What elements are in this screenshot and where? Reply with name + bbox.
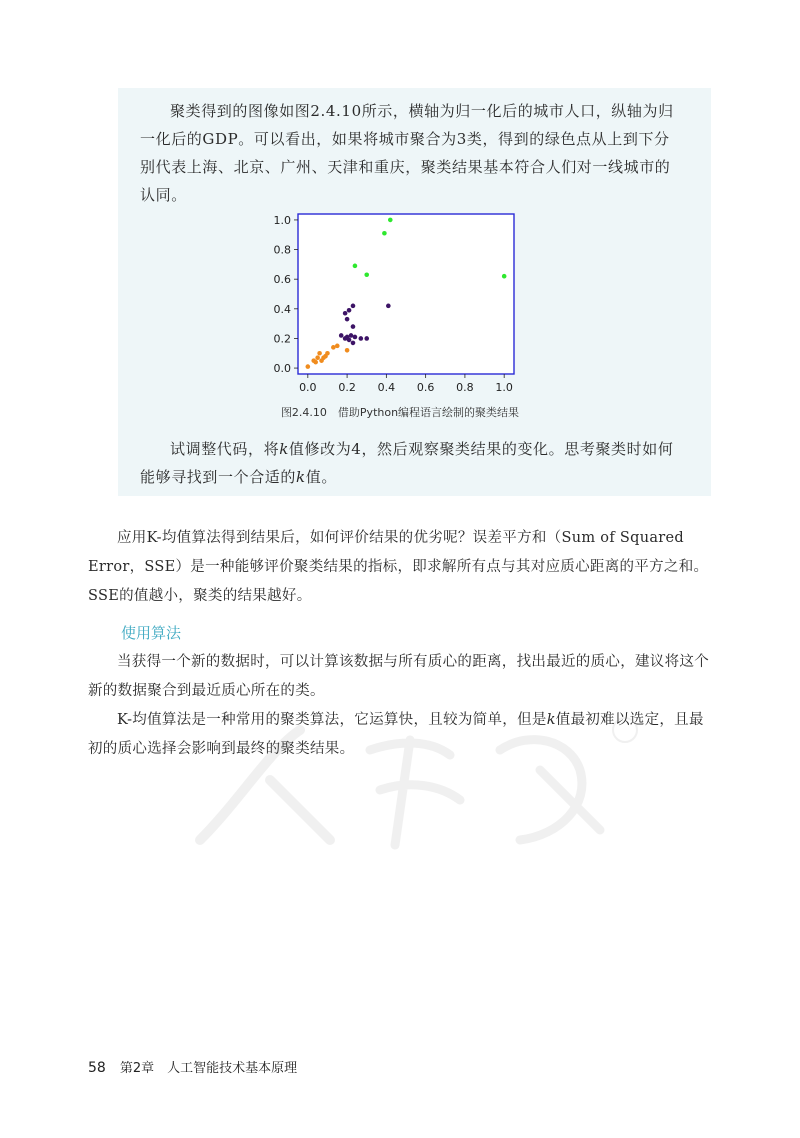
data-point-cluster-orange [306,364,311,369]
x-tick-label: 0.8 [456,381,474,394]
y-tick-label: 0.0 [273,362,291,376]
data-point-cluster-orange [335,344,340,349]
y-tick-label: 0.8 [273,243,291,257]
sse-paragraph: 应用K-均值算法得到结果后，如何评价结果的优劣呢？误差平方和（Sum of Squared Error，SSE）是一种能够评价聚类结果的指标，即求解所有点与其对应质心距离的平方之和。SSE的值越小，聚类的结果越好。 [88,530,709,604]
data-point-cluster-purple [349,333,354,338]
section-heading-use-algorithm: 使用算法 [121,624,182,642]
data-point-cluster-purple [351,304,356,309]
y-tick-label: 0.6 [273,273,291,287]
data-point-cluster-green [388,218,393,223]
summary-text-2: 值最初难以选定，且最初的质心选择会影响到最终的聚类结果。 [88,712,704,757]
y-tick-label: 0.4 [273,302,291,316]
data-point-cluster-purple [343,311,348,316]
data-point-cluster-green [382,231,387,236]
x-tick-label: 0.2 [338,381,356,394]
data-point-cluster-orange [315,355,320,360]
chapter-title: 第2章 人工智能技术基本原理 [119,1061,298,1076]
data-point-cluster-orange [345,348,350,353]
data-point-cluster-orange [321,355,326,360]
exercise-k-1: k [279,440,289,458]
data-point-cluster-orange [311,358,316,363]
page-number: 58 [88,1060,106,1076]
figure-intro-paragraph: 聚类得到的图像如图2.4.10所示，横轴为归一化后的城市人口，纵轴为归一化后的GDP。可以看出，如果将城市聚合为3类，得到的绿色点从上到下分别代表上海、北京、广州、天津和重庆，聚类结果基本符合人们对一线城市的认同。 [140,102,674,204]
x-tick-label: 0.4 [377,381,396,394]
data-point-cluster-purple [359,336,364,341]
exercise-text-3: 值。 [305,468,337,486]
data-point-cluster-purple [339,333,344,338]
data-point-cluster-purple [364,336,369,341]
data-point-cluster-orange [317,351,322,356]
publisher-watermark-logo [180,710,640,860]
data-point-cluster-purple [386,304,391,309]
data-point-cluster-purple [343,336,348,341]
exercise-text-1: 试调整代码，将 [170,440,280,458]
data-point-cluster-purple [345,317,350,322]
y-tick-label: 1.0 [273,213,291,227]
exercise-paragraph [140,435,680,491]
data-point-cluster-purple [351,324,356,329]
data-point-cluster-purple [347,308,352,313]
cluster-scatter-chart [268,208,520,400]
x-tick-label: 0.0 [299,381,317,394]
figure-caption: 图2.4.10 借助Python编程语言绘制的聚类结果 [280,406,520,419]
page-footer [88,1057,297,1076]
data-point-cluster-green [353,264,358,269]
data-point-cluster-green [502,274,507,279]
summary-text-1: K-均值算法是一种常用的聚类算法，它运算快，且较为简单，但是 [117,712,547,728]
new-data-paragraph: 当获得一个新的数据时，可以计算该数据与所有质心的距离，找出最近的质心，建议将这个新的数据聚合到最近质心所在的类。 [88,654,709,699]
data-point-cluster-orange [325,351,330,356]
x-tick-label: 0.6 [416,381,435,394]
exercise-text-2: 值修改为4，然后观察聚类结果的变化。思考聚类时如何能够寻找到一个合适的 [140,440,674,486]
data-point-cluster-purple [353,335,358,340]
y-axis-ticks [274,214,299,375]
summary-k: k [546,712,556,728]
x-tick-label: 1.0 [495,381,513,394]
y-tick-label: 0.2 [273,332,291,346]
data-point-cluster-green [364,272,369,277]
data-point-cluster-orange [331,345,336,350]
data-point-cluster-purple [351,341,356,346]
exercise-k-2: k [296,468,306,486]
plot-frame [298,214,514,374]
x-axis-ticks [299,374,513,394]
data-point-cluster-purple [347,338,352,343]
